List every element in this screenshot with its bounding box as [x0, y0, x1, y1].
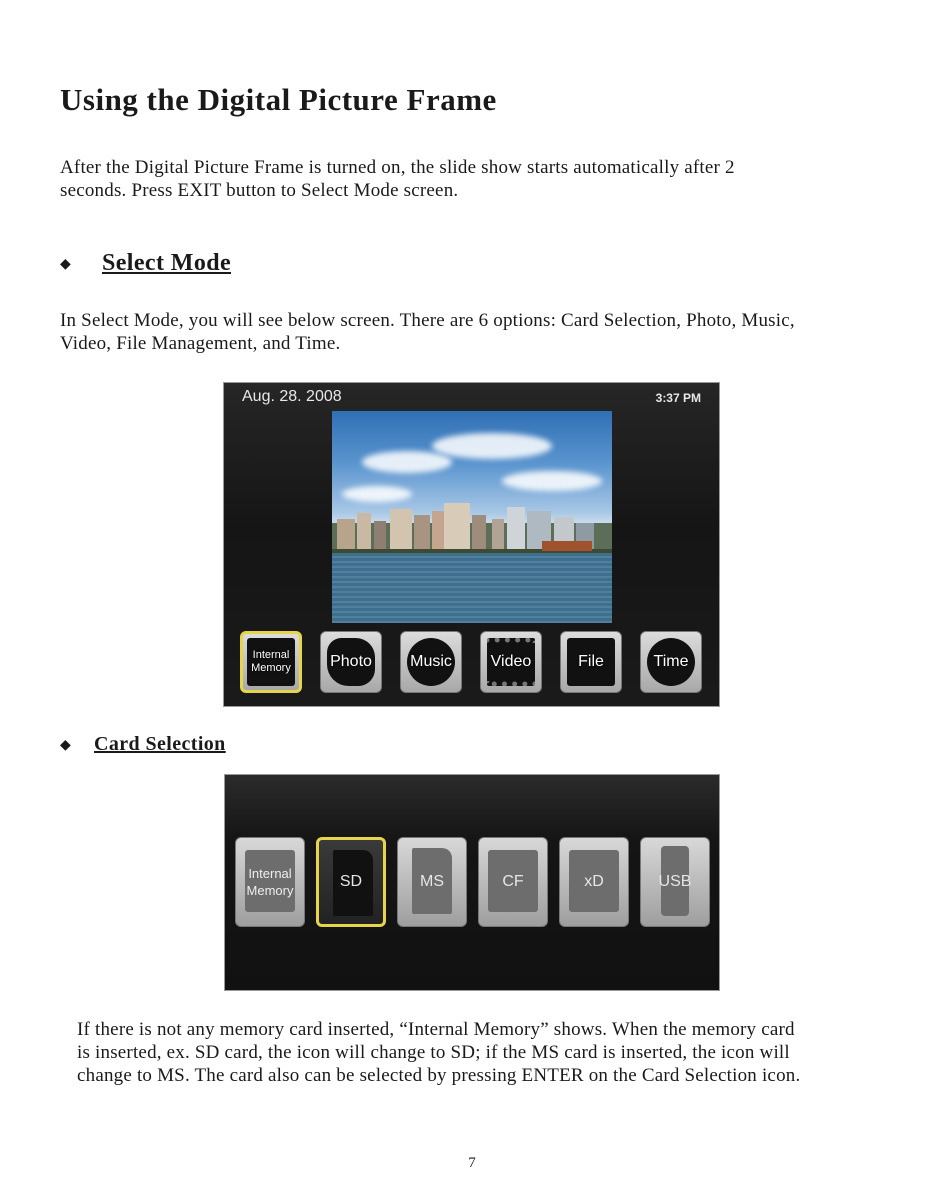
- select-mode-screenshot: [223, 382, 720, 707]
- ms-card-button[interactable]: [397, 837, 467, 927]
- water: [332, 553, 612, 623]
- select-mode-heading: Select Mode: [102, 250, 232, 276]
- music-button[interactable]: [400, 631, 462, 693]
- video-button[interactable]: [480, 631, 542, 693]
- usb-button[interactable]: [640, 837, 710, 927]
- slideshow-photo: [332, 411, 612, 623]
- icon-label: Memory: [251, 662, 291, 674]
- internal-memory-button[interactable]: [240, 631, 302, 693]
- icon-label: Photo: [330, 653, 372, 670]
- select-mode-paragraph: [60, 309, 795, 355]
- icon-label: Music: [410, 653, 452, 670]
- card-label: Memory: [246, 883, 294, 898]
- photo-button[interactable]: [320, 631, 382, 693]
- card-label: Internal: [248, 866, 292, 881]
- sd-card-button[interactable]: [316, 837, 386, 927]
- card-selection-heading: Card Selection: [94, 733, 226, 755]
- text-line: seconds. Press EXIT button to Select Mode screen.: [60, 180, 459, 201]
- intro-paragraph: [60, 156, 735, 202]
- card-selection-paragraph: [77, 1018, 800, 1087]
- cf-card-button[interactable]: [478, 837, 548, 927]
- icon-label: File: [578, 653, 604, 670]
- page-title: Using the Digital Picture Frame: [60, 82, 497, 117]
- card-label: xD: [584, 873, 604, 890]
- screen-date: Aug. 28. 2008: [242, 388, 342, 405]
- icon-label: Time: [653, 653, 689, 670]
- text-line: After the Digital Picture Frame is turned on, the slide show starts automatically after 2: [60, 157, 735, 178]
- card-label: CF: [502, 873, 524, 890]
- file-button[interactable]: [560, 631, 622, 693]
- bullet-icon: ◆: [60, 738, 71, 753]
- xd-card-button[interactable]: [559, 837, 629, 927]
- icon-label: Internal: [252, 649, 290, 661]
- card-label: MS: [420, 873, 444, 890]
- text-line: In Select Mode, you will see below screen. There are 6 options: Card Selection, Photo, Music,: [60, 310, 795, 331]
- text-line: If there is not any memory card inserted, “Internal Memory” shows. When the memory card: [77, 1019, 795, 1040]
- card-label: SD: [339, 873, 363, 890]
- screen-time: 3:37 PM: [655, 391, 701, 405]
- icon-label: Video: [490, 653, 532, 670]
- card-label: USB: [658, 873, 692, 890]
- internal-memory-card-button[interactable]: [235, 837, 305, 927]
- text-line: change to MS. The card also can be selected by pressing ENTER on the Card Selection icon.: [77, 1065, 801, 1086]
- time-button[interactable]: [640, 631, 702, 693]
- text-line: is inserted, ex. SD card, the icon will change to SD; if the MS card is inserted, the icon will: [77, 1042, 790, 1063]
- card-selection-screenshot: [224, 774, 720, 991]
- bullet-icon: ◆: [60, 257, 71, 272]
- page-number: 7: [468, 1155, 476, 1171]
- text-line: Video, File Management, and Time.: [60, 333, 341, 354]
